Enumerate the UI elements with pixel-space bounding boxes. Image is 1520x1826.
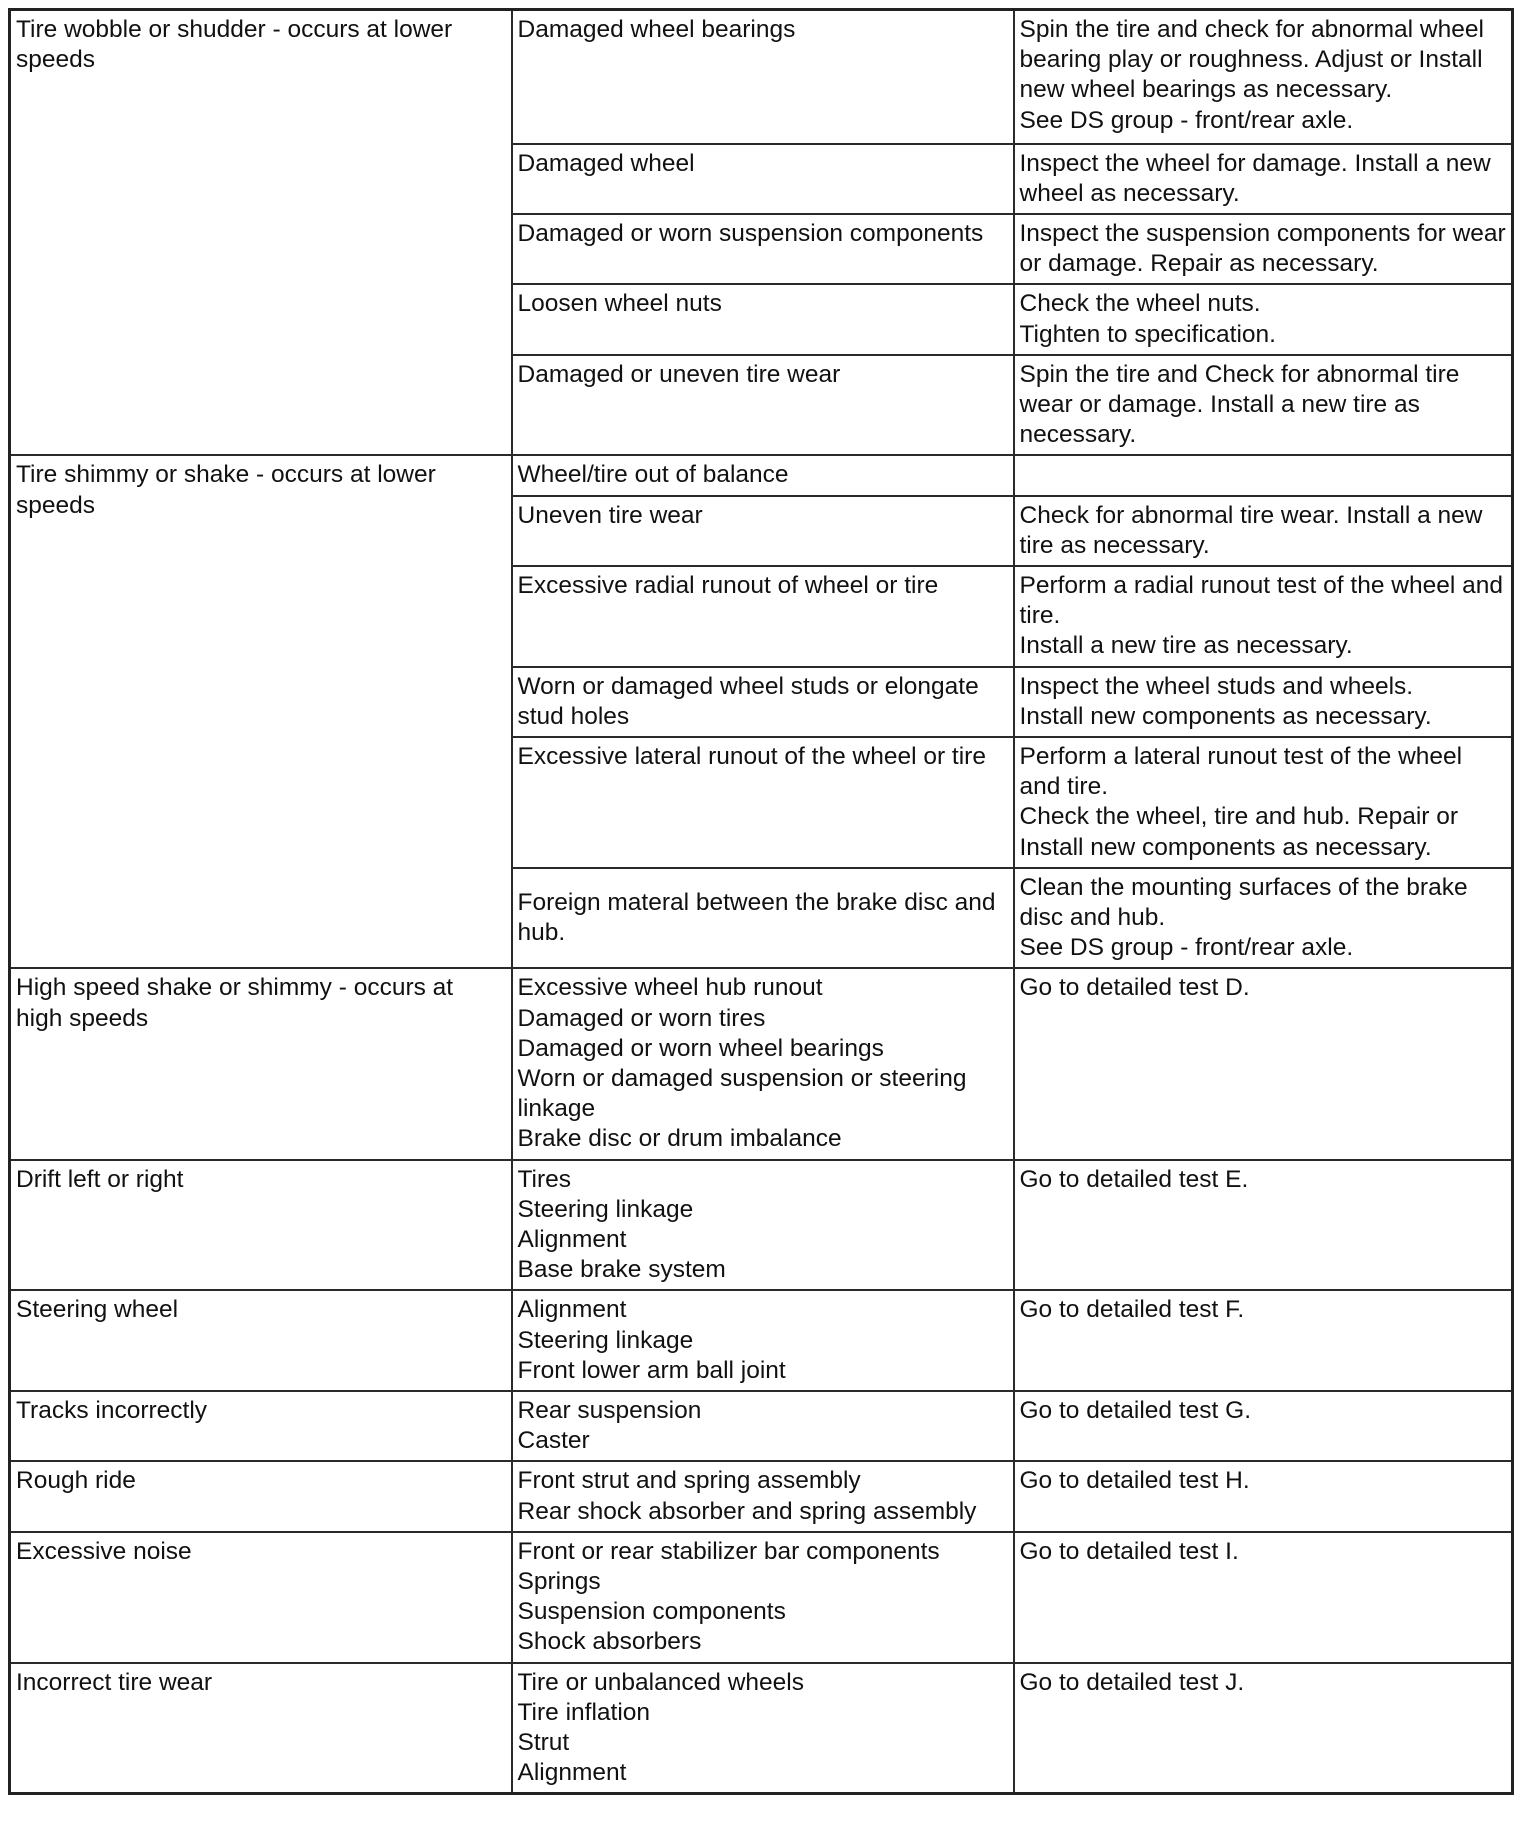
- symptom-cell: Excessive noise: [10, 1532, 512, 1663]
- action-cell: Inspect the wheel studs and wheels. Install new components as necessary.: [1014, 667, 1513, 737]
- cause-cell: Tire or unbalanced wheels Tire inflation Strut Alignment: [512, 1663, 1014, 1794]
- symptom-cell: Tire shimmy or shake - occurs at lower speeds: [10, 455, 512, 968]
- cause-cell: Alignment Steering linkage Front lower arm ball joint: [512, 1290, 1014, 1391]
- symptom-cell: Tracks incorrectly: [10, 1391, 512, 1461]
- cause-cell: Rear suspension Caster: [512, 1391, 1014, 1461]
- action-cell: Go to detailed test E.: [1014, 1160, 1513, 1291]
- cause-cell: Wheel/tire out of balance: [512, 455, 1014, 495]
- action-cell: Clean the mounting surfaces of the brake disc and hub. See DS group - front/rear axle.: [1014, 868, 1513, 969]
- cause-cell: Worn or damaged wheel studs or elongate stud holes: [512, 667, 1014, 737]
- cause-cell: Damaged or worn suspension components: [512, 214, 1014, 284]
- action-cell: Perform a radial runout test of the wheel and tire. Install a new tire as necessary.: [1014, 566, 1513, 667]
- action-cell: [1014, 455, 1513, 495]
- symptom-diagnosis-table: [8, 8, 1514, 1795]
- action-cell: Go to detailed test J.: [1014, 1663, 1513, 1794]
- cause-cell: Foreign materal between the brake disc and hub.: [512, 868, 1014, 969]
- table-body: [10, 10, 1513, 1794]
- cause-cell: Tires Steering linkage Alignment Base brake system: [512, 1160, 1014, 1291]
- table-row: [10, 1391, 1513, 1461]
- cause-cell: Front or rear stabilizer bar components Springs Suspension components Shock absorbers: [512, 1532, 1014, 1663]
- action-cell: Spin the tire and check for abnormal wheel bearing play or roughness. Adjust or Install new wheel bearings as necessary. See DS group - front/rear axle.: [1014, 10, 1513, 144]
- table-row: [10, 1663, 1513, 1794]
- diagnosis-table-container: [8, 8, 1511, 1795]
- action-cell: Perform a lateral runout test of the wheel and tire. Check the wheel, tire and hub. Repair or Install new components as necessary.: [1014, 737, 1513, 868]
- action-cell: Go to detailed test F.: [1014, 1290, 1513, 1391]
- cause-cell: Excessive radial runout of wheel or tire: [512, 566, 1014, 667]
- action-cell: Inspect the suspension components for wear or damage. Repair as necessary.: [1014, 214, 1513, 284]
- cause-cell: Excessive wheel hub runout Damaged or worn tires Damaged or worn wheel bearings Worn or damaged suspension or steering linkage Brake disc or drum imbalance: [512, 968, 1014, 1159]
- symptom-cell: Drift left or right: [10, 1160, 512, 1291]
- cause-cell: Excessive lateral runout of the wheel or tire: [512, 737, 1014, 868]
- symptom-cell: High speed shake or shimmy - occurs at high speeds: [10, 968, 512, 1159]
- table-row: [10, 10, 1513, 144]
- action-cell: Go to detailed test I.: [1014, 1532, 1513, 1663]
- cause-cell: Damaged wheel: [512, 144, 1014, 214]
- cause-cell: Front strut and spring assembly Rear shock absorber and spring assembly: [512, 1461, 1014, 1531]
- table-row: [10, 455, 1513, 495]
- cause-cell: Uneven tire wear: [512, 496, 1014, 566]
- table-row: [10, 1290, 1513, 1391]
- table-row: [10, 1160, 1513, 1291]
- action-cell: Inspect the wheel for damage. Install a new wheel as necessary.: [1014, 144, 1513, 214]
- action-cell: Check for abnormal tire wear. Install a new tire as necessary.: [1014, 496, 1513, 566]
- cause-cell: Damaged wheel bearings: [512, 10, 1014, 144]
- symptom-cell: Incorrect tire wear: [10, 1663, 512, 1794]
- cause-cell: Loosen wheel nuts: [512, 284, 1014, 354]
- action-cell: Go to detailed test G.: [1014, 1391, 1513, 1461]
- symptom-cell: Rough ride: [10, 1461, 512, 1531]
- action-cell: Go to detailed test H.: [1014, 1461, 1513, 1531]
- action-cell: Go to detailed test D.: [1014, 968, 1513, 1159]
- table-row: [10, 1532, 1513, 1663]
- table-row: [10, 1461, 1513, 1531]
- symptom-cell: Steering wheel: [10, 1290, 512, 1391]
- cause-cell: Damaged or uneven tire wear: [512, 355, 1014, 456]
- action-cell: Spin the tire and Check for abnormal tire wear or damage. Install a new tire as necessary.: [1014, 355, 1513, 456]
- action-cell: Check the wheel nuts. Tighten to specification.: [1014, 284, 1513, 354]
- symptom-cell: Tire wobble or shudder - occurs at lower speeds: [10, 10, 512, 456]
- table-row: [10, 968, 1513, 1159]
